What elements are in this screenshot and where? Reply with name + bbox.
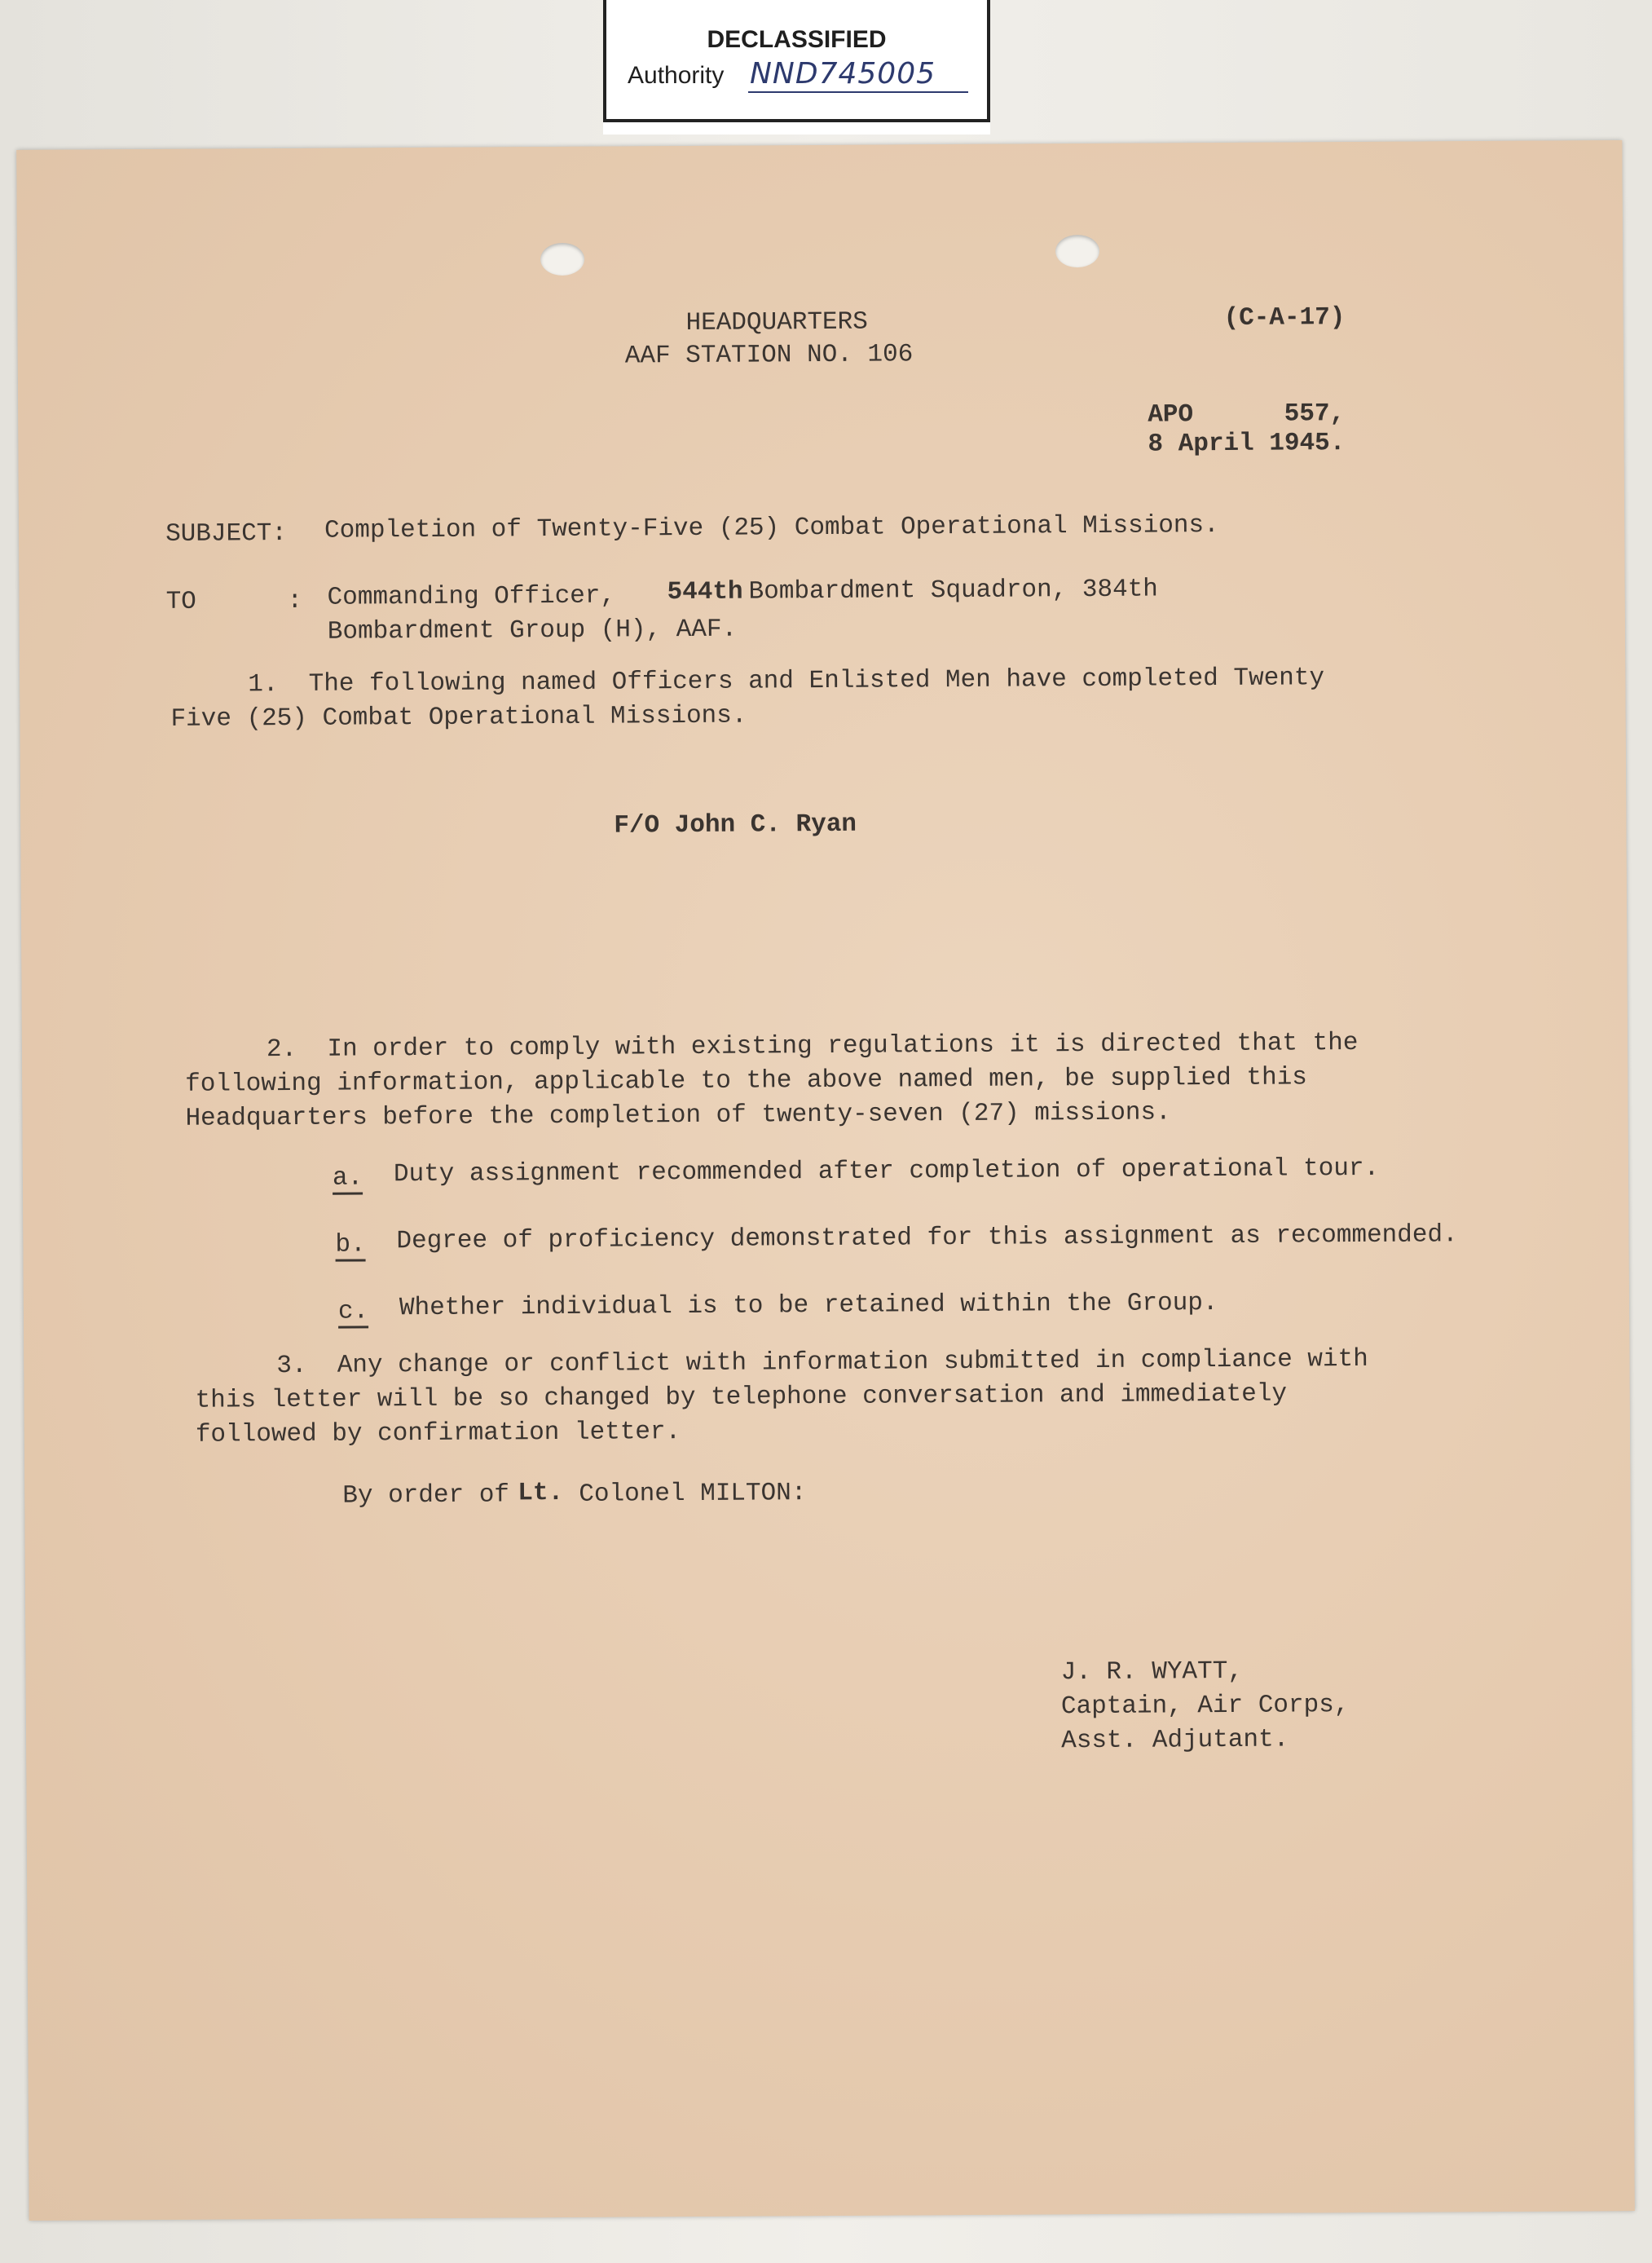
stamp-authority-label: Authority — [628, 62, 725, 89]
to-line-1-c: Bombardment Squadron, 384th — [748, 575, 1158, 607]
to-label: TO : — [165, 586, 303, 616]
para-1-line-1: 1. The following named Officers and Enlisted Men have completed Twenty — [248, 664, 1325, 699]
stamp-underline — [748, 91, 968, 93]
subject-text: Completion of Twenty-Five (25) Combat Operational Missions. — [324, 511, 1219, 545]
header-line-2: AAF STATION NO. 106 — [624, 340, 914, 371]
para-3-line-1: 3. Any change or conflict with information submitted in compliance with — [276, 1344, 1368, 1381]
signature-title: Asst. Adjutant. — [1061, 1725, 1289, 1756]
item-b-letter: b. — [335, 1230, 365, 1261]
to-line-2: Bombardment Group (H), AAF. — [327, 615, 738, 646]
punch-hole-right — [1055, 235, 1099, 267]
para-3-line-2: this letter will be so changed by telephone conversation and immediately — [195, 1379, 1288, 1415]
item-a-letter: a. — [333, 1163, 363, 1194]
item-c-letter: c. — [338, 1297, 368, 1328]
para-2-line-3: Headquarters before the completion of twenty-seven (27) missions. — [185, 1098, 1171, 1133]
para-1-line-2: Five (25) Combat Operational Missions. — [170, 701, 747, 734]
item-a-text: Duty assignment recommended after completion of operational tour. — [393, 1154, 1380, 1189]
item-b-text: Degree of proficiency demonstrated for this assignment as recommended. — [396, 1220, 1458, 1256]
para-2-line-1: 2. In order to comply with existing regulations it is directed that the — [266, 1029, 1359, 1065]
header-line-1: HEADQUARTERS — [685, 307, 868, 338]
item-c-text: Whether individual is to be retained within the Group. — [399, 1289, 1218, 1323]
declassified-stamp — [603, 0, 990, 135]
punch-hole-left — [540, 243, 584, 276]
order-text-a: By order of — [342, 1480, 510, 1511]
para-2-line-2: following information, applicable to the above named men, be supplied this — [185, 1063, 1307, 1099]
stamp-authority-number: NND745005 — [750, 57, 936, 90]
to-line-1-squadron: 544th — [667, 577, 743, 607]
stamp-title: DECLASSIFIED — [707, 26, 887, 53]
letter-date: 8 April 1945. — [1148, 429, 1346, 459]
signature-rank: Captain, Air Corps, — [1060, 1691, 1350, 1722]
apo-number: APO 557, — [1148, 399, 1346, 430]
file-code: (C-A-17) — [1223, 303, 1346, 333]
crew-member-name: F/O John C. Ryan — [614, 809, 857, 840]
letter-page — [16, 140, 1634, 2221]
para-3-line-3: followed by confirmation letter. — [195, 1418, 681, 1449]
order-text-c: Colonel MILTON: — [579, 1479, 807, 1509]
signature-name: J. R. WYATT, — [1060, 1656, 1244, 1687]
subject-label: SUBJECT: — [165, 519, 288, 549]
order-text-rank: Lt. — [518, 1478, 564, 1508]
to-line-1-a: Commanding Officer, — [327, 581, 616, 612]
